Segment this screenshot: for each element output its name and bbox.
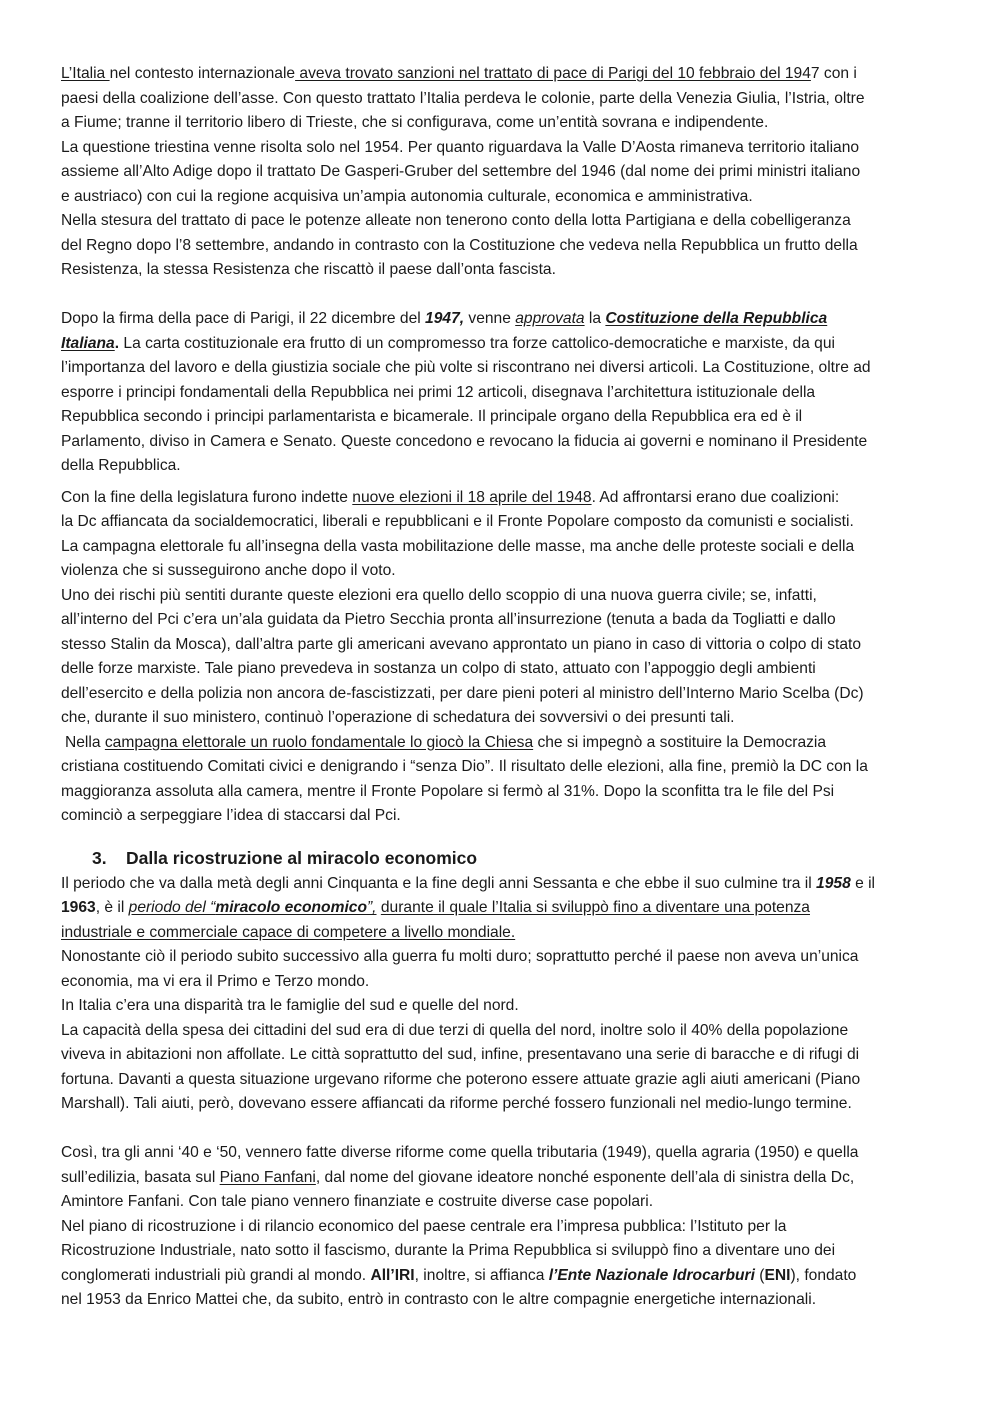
underlined-text: nuove elezioni il 18 aprile del 1948 [352, 488, 592, 506]
underlined-text: aveva trovato sanzioni nel trattato di pace di Parigi del 10 febbraio del 194 [295, 65, 811, 82]
constitution-title: Costituzione della Repubblica [605, 310, 828, 327]
paragraph-economic-miracle [61, 872, 941, 1117]
emphasis-text: ENI [764, 1266, 791, 1284]
text-line: Ricostruzione Industriale, nato sotto il fascismo, durante la Prima Repubblica si sviluppò fino a diventare uno dei [61, 1242, 836, 1259]
text-line [61, 307, 941, 332]
text-line [61, 62, 941, 87]
document-page [61, 62, 941, 1313]
text-line: la Dc affiancata da socialdemocratici, liberali e repubblicani e il Fronte Popolare composto da comunisti e socialisti. [61, 513, 854, 530]
text-line: La capacità della spesa dei cittadini del sud era di due terzi di quella del nord, inoltre solo il 40% della popolazione [61, 1021, 849, 1039]
text-line: delle forze marxiste. Tale piano prevedeva in sostanza un colpo di stato, attuato con l’appoggio degli ambienti [61, 660, 816, 677]
text-run: sull’edilizia, basata sul [61, 1168, 220, 1186]
text-line: del Regno dopo l’8 settembre, andando in contrasto con la Costituzione che vedeva nella Repubblica un frutto della [61, 236, 858, 254]
text-line: maggioranza assoluta alla camera, mentre il Fronte Popolare si fermò al 31%. Dopo la sconfitta tra le file del Psi [61, 782, 835, 800]
underlined-text: ”, [366, 899, 377, 916]
emphasis-text: l’Ente Nazionale Idrocarburi [548, 1266, 755, 1284]
text-line: a Fiume; tranne il territorio libero di Trieste, che si configurava, come un’entità sovrana e indipendente. [61, 114, 769, 131]
paragraph-peace-treaty [61, 62, 941, 283]
text-line [61, 872, 941, 897]
text-line: Nonostante ciò il periodo subito successivo alla guerra fu molti duro; soprattutto perché il paese non aveva un’unica [61, 948, 859, 965]
emphasis-year: 1963 [61, 899, 96, 916]
underlined-text: periodo del “ [128, 899, 216, 916]
underlined-text: L’Italia [61, 65, 110, 82]
text-line: stesso Stalin da Mosca), dall’altra parte gli americani avevano approntato un piano in caso di vittoria o colpo di stato [61, 635, 862, 653]
underlined-text: approvata [515, 310, 585, 327]
text-run: conglomerati industriali più grandi al mondo. [61, 1266, 371, 1284]
text-line: Così, tra gli anni ‘40 e ‘50, vennero fatte diverse riforme come quella tributaria (1949), quella agraria (1950) e quella [61, 1144, 859, 1161]
paragraph-spacer [61, 479, 941, 486]
text-run: , dal nome del giovane ideatore nonché esponente dell’ala di sinistra della Dc, [315, 1168, 855, 1186]
text-run: Nella [65, 733, 105, 751]
paragraph-elections-1948 [61, 486, 941, 829]
text-run: Il periodo che va dalla metà degli anni Cinquanta e la fine degli anni Sessanta e che ebbe il suo culmine tra il [61, 874, 817, 892]
text-line: viveva in abitazioni non affollate. Le città soprattutto del sud, infine, presentavano una serie di baracche e di rifugi di [61, 1046, 860, 1063]
text-run: . Ad affrontarsi erano due coalizioni: [591, 488, 840, 506]
underlined-text: durante il quale l’Italia si sviluppò fino a diventare una potenza [380, 899, 810, 916]
text-line: Resistenza, la stessa Resistenza che riscattò il paese dall’onta fascista. [61, 261, 556, 278]
text-line: Nel piano di ricostruzione i di rilancio economico del paese centrale era l’impresa pubblica: l’Istituto per la [61, 1217, 787, 1235]
text-run: , è il [95, 899, 129, 916]
text-line: Amintore Fanfani. Con tale piano vennero finanziate e costruite diverse case popolari. [61, 1193, 654, 1210]
text-line: cominciò a serpeggiare l’idea di staccarsi dal Pci. [61, 807, 401, 824]
text-run: . [114, 334, 120, 352]
text-run: venne [464, 310, 516, 327]
text-line: assieme all’Alto Adige dopo il trattato De Gasperi-Gruber del settembre del 1946 (dal nome dei primi ministri italiano [61, 163, 861, 180]
text-line: La questione triestina venne risolta solo nel 1954. Per quanto riguardava la Valle D’Aosta rimaneva territorio italiano [61, 138, 860, 156]
text-run: La carta costituzionale era frutto di un compromesso tra forze cattolico-democratiche e marxiste, da qui [119, 334, 835, 352]
text-run: , inoltre, si affianca [414, 1266, 549, 1284]
underlined-text: campagna elettorale un ruolo fondamentale lo giocò la Chiesa [104, 733, 534, 751]
underlined-text: industriale e commerciale capace di competere a livello mondiale. [61, 923, 516, 941]
text-run: la [584, 310, 606, 327]
text-line: della Repubblica. [61, 457, 181, 474]
underlined-text: miracolo economico [215, 899, 367, 916]
text-line: Parlamento, diviso in Camera e Senato. Queste concedono e revocano la fiducia ai governi e nominano il Presidente [61, 432, 868, 450]
text-line: In Italia c’era una disparità tra le famiglie del sud e quelle del nord. [61, 997, 519, 1014]
text-run: Dopo la firma della pace di Parigi, il 22 dicembre del [61, 310, 426, 327]
text-line: e austriaco) con cui la regione acquisiva un’ampia autonomia culturale, economica e amministrativa. [61, 187, 753, 205]
text-line [61, 1264, 941, 1289]
section-number: 3. [92, 847, 107, 868]
text-line: Nella stesura del trattato di pace le potenze alleate non tenerono conto della lotta Partigiana e della cobelligeranza [61, 212, 851, 229]
text-line: economia, ma vi era il Primo e Terzo mondo. [61, 972, 370, 990]
text-line: Repubblica secondo i principi parlamentarista e bicamerale. Il principale organo della Repubblica era ed è il [61, 408, 803, 425]
emphasis-year: 1958 [816, 874, 851, 892]
text-run: Con la fine della legislatura furono indette [61, 488, 353, 506]
text-line: fortuna. Davanti a questa situazione urgevano riforme che poterono essere attuate grazie agli aiuti americani (Piano [61, 1070, 861, 1088]
text-line: cristiana costituendo Comitati civici e denigrando i “senza Dio”. Il risultato delle elezioni, alla fine, premiò la DC con la [61, 758, 868, 775]
text-run: che si impegnò a sostituire la Democrazia [533, 733, 827, 751]
text-line: Uno dei rischi più sentiti durante queste elezioni era quello dello scoppio di una nuova guerra civile; se, infatti, [61, 586, 817, 604]
paragraph-spacer [61, 283, 941, 308]
text-line: dell’esercito e della polizia non ancora de-fascistizzati, per dare pieni poteri al ministro dell’Interno Mario Scelba (Dc) [61, 684, 864, 702]
text-line [61, 1166, 941, 1191]
text-line [61, 731, 941, 756]
text-run: nel contesto internazionale [109, 65, 296, 82]
text-line [61, 921, 941, 946]
text-line: l’importanza del lavoro e della giustizia sociale che più volte si riscontrano nei diversi articoli. La Costituzione, oltre ad [61, 359, 871, 376]
paragraph-spacer [61, 829, 941, 844]
text-line: paesi della coalizione dell’asse. Con questo trattato l’Italia perdeva le colonie, parte della Venezia Giulia, l’Istria, oltre [61, 89, 865, 107]
text-run: 7 con i [810, 65, 857, 82]
text-line: nel 1953 da Enrico Mattei che, da subito, entrò in contrasto con le altre compagnie energetiche internazionali. [61, 1291, 817, 1308]
text-run: ( [754, 1266, 765, 1284]
text-line [61, 486, 941, 511]
emphasis-text: All’IRI [370, 1266, 415, 1284]
text-line [61, 896, 941, 921]
text-run: ), fondato [790, 1266, 857, 1284]
text-line: La campagna elettorale fu all’insegna della vasta mobilitazione delle masse, ma anche delle proteste sociali e della [61, 537, 855, 555]
section-heading [61, 844, 941, 872]
emphasis-year: 1947, [425, 310, 465, 327]
text-line: che, durante il suo ministero, continuò l’operazione di schedatura dei sovversivi o dei presunti tali. [61, 709, 735, 726]
text-line: esporre i principi fondamentali della Repubblica nei primi 12 articoli, disegnava l’architettura istituzionale della [61, 383, 816, 401]
constitution-title: Italiana [61, 334, 115, 352]
text-run: e il [850, 874, 876, 892]
text-line [61, 332, 941, 357]
paragraph-constitution [61, 307, 941, 479]
section-title: Dalla ricostruzione al miracolo economico [126, 847, 478, 868]
text-line: all’interno del Pci c’era un’ala guidata da Pietro Secchia pronta all’insurrezione (tenuta a bada da Togliatti e dallo [61, 611, 836, 628]
paragraph-reforms [61, 1141, 941, 1313]
text-line: violenza che si susseguirono anche dopo il voto. [61, 562, 396, 579]
underlined-text: Piano Fanfani [219, 1168, 316, 1186]
text-line: Marshall). Tali aiuti, però, dovevano essere affiancati da riforme perché fossero funzionali nel medio-lungo termine. [61, 1095, 852, 1112]
paragraph-spacer [61, 1117, 941, 1142]
